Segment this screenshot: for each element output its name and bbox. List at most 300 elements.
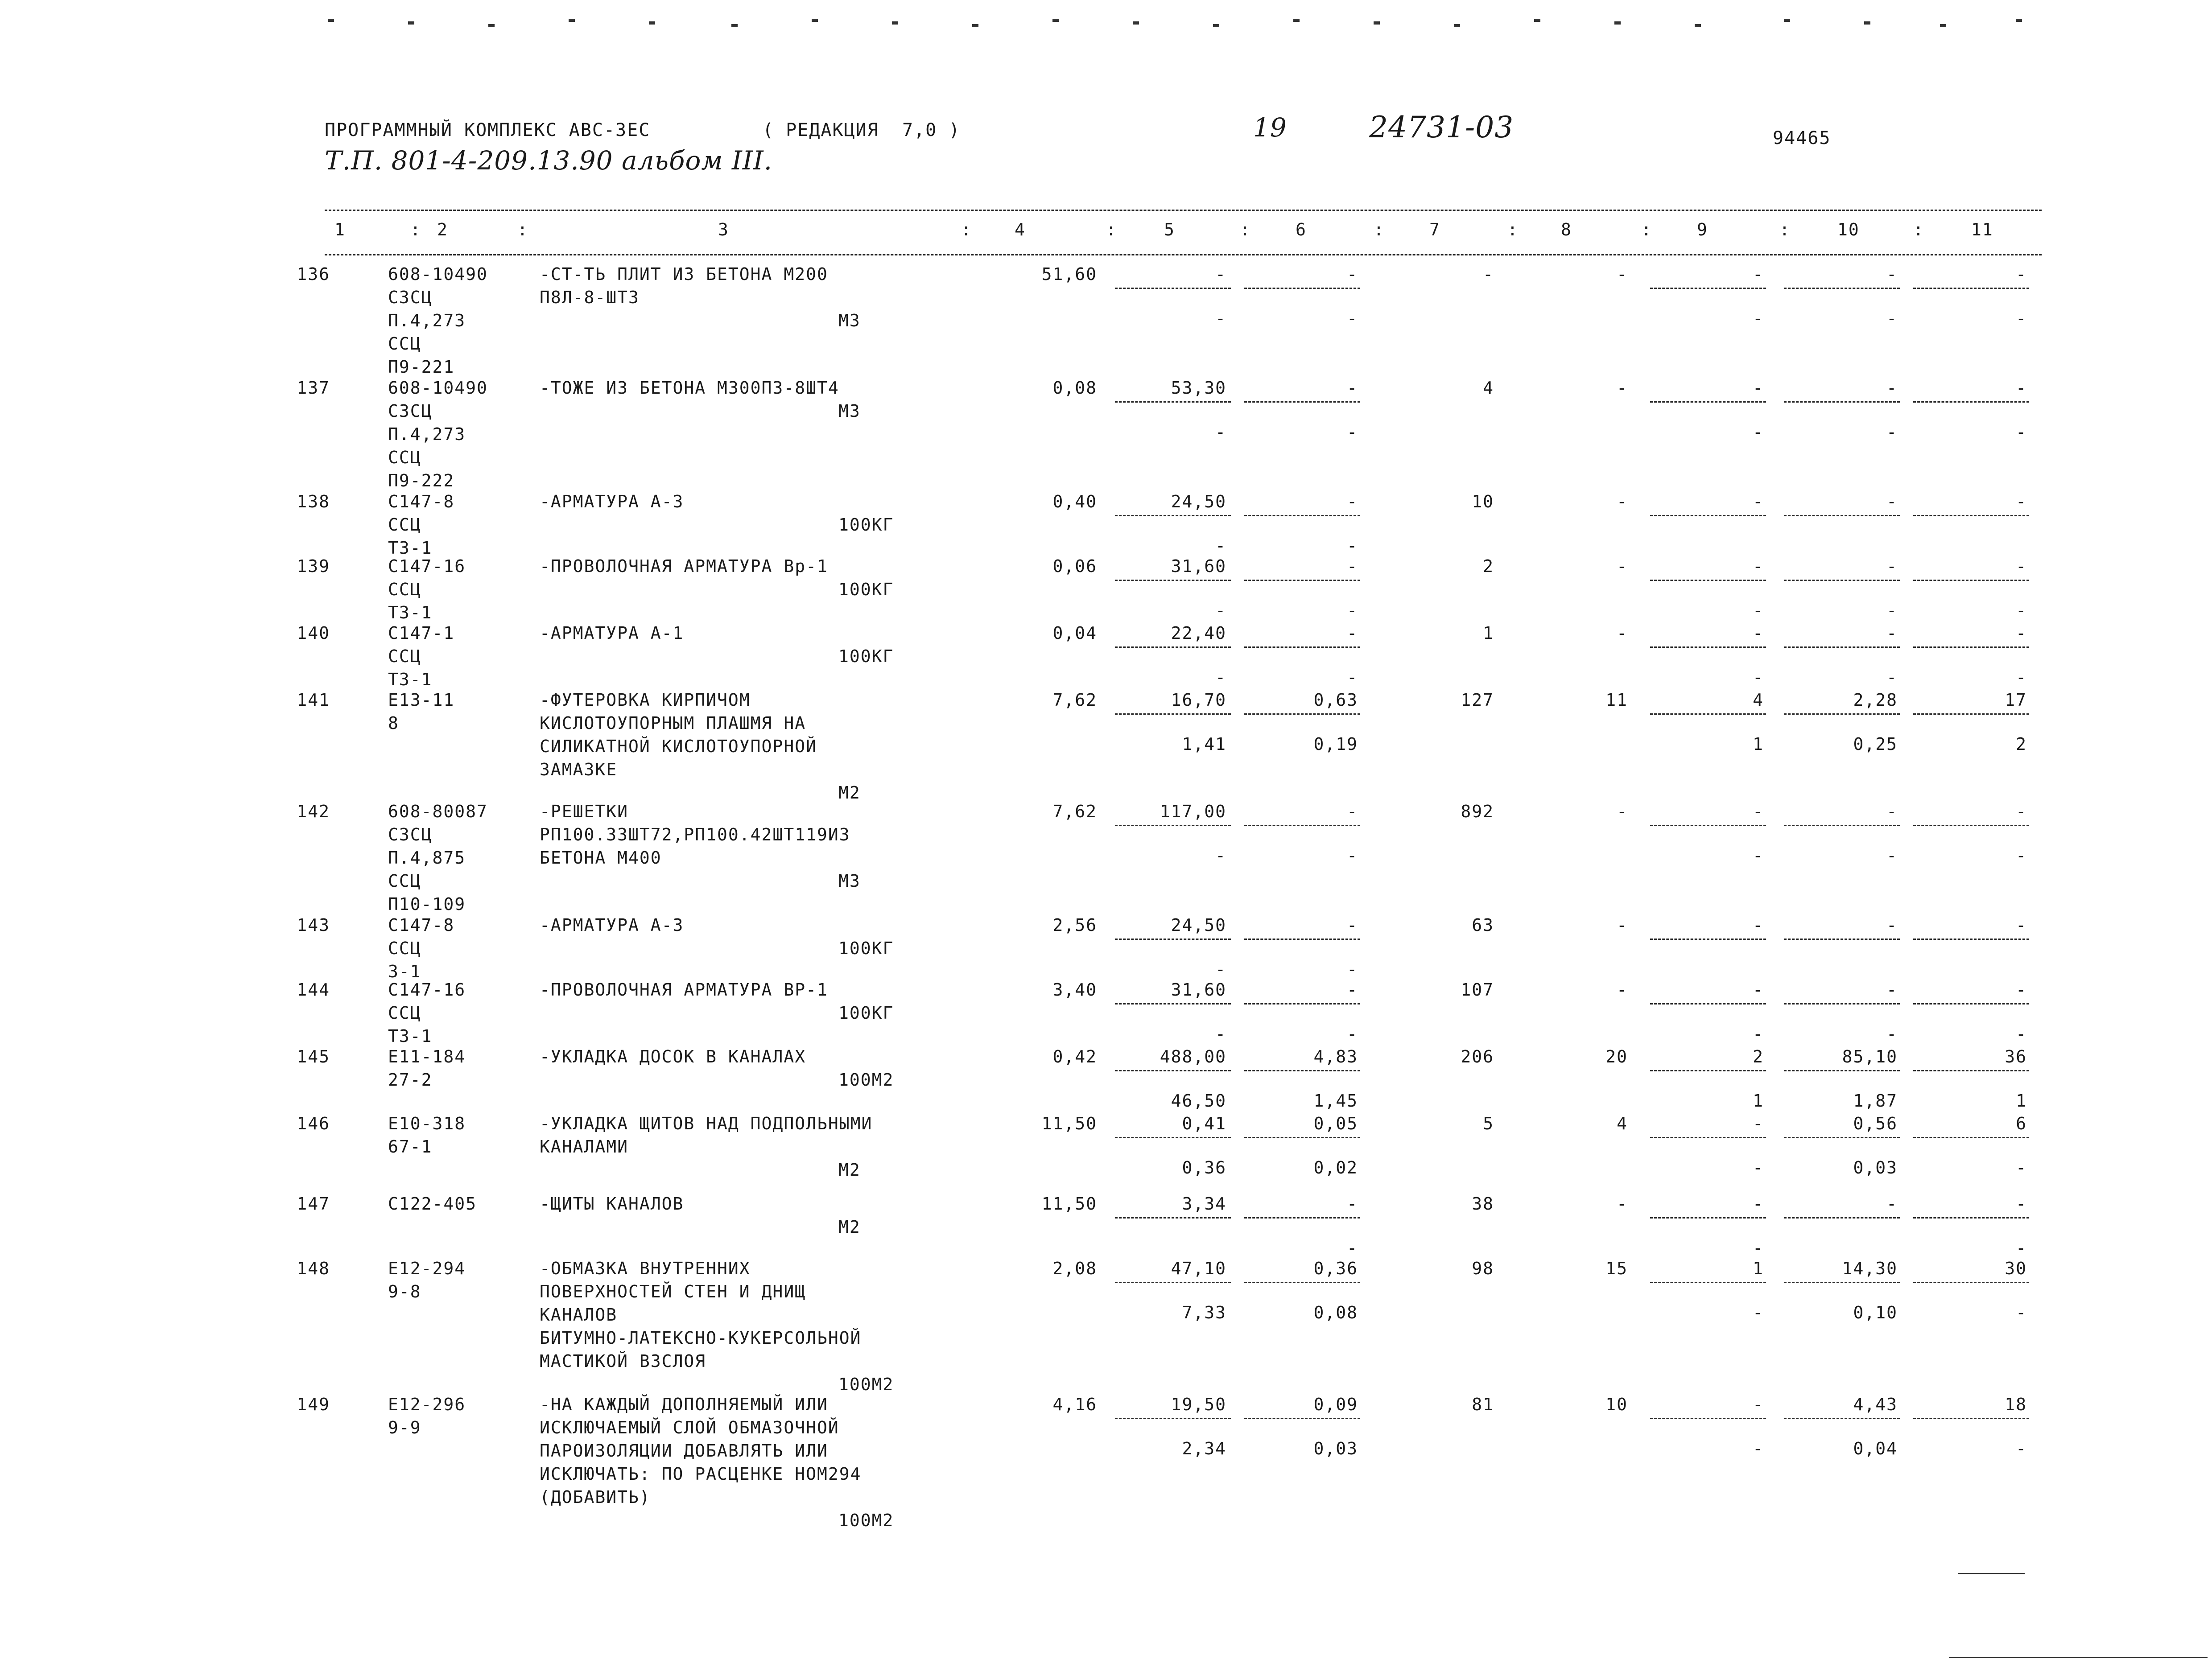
cell-c9: -	[1753, 1114, 1764, 1133]
cell-c8: -	[1617, 264, 1628, 284]
cell-c5-secondary: -	[1215, 959, 1226, 979]
subtotal-rule	[1784, 1217, 1900, 1219]
cell-c7: 2	[1483, 556, 1494, 576]
cell-c10-secondary: 0,25	[1853, 734, 1898, 754]
cell-c6-secondary: 1,45	[1313, 1091, 1358, 1111]
row-number: 141	[297, 690, 330, 710]
cell-c11-secondary: -	[2016, 309, 2027, 328]
cell-c5-secondary: -	[1215, 1024, 1226, 1044]
row-code: С147-1	[388, 623, 455, 643]
subtotal-rule	[1913, 1217, 2029, 1219]
row-unit: 100КГ	[838, 580, 894, 599]
cell-c6: -	[1347, 980, 1358, 1000]
cell-c7: 4	[1483, 378, 1494, 398]
scan-speck	[569, 19, 575, 22]
column-header-10: 10	[1837, 220, 1860, 239]
cell-c10-secondary: -	[1886, 422, 1898, 442]
cell-c6-secondary: -	[1347, 309, 1358, 328]
cell-c6-secondary: -	[1347, 536, 1358, 556]
cell-quantity: 4,16	[1052, 1395, 1097, 1414]
row-code: ССЦ	[388, 871, 421, 891]
row-code: С147-16	[388, 556, 466, 576]
cell-c6: -	[1347, 378, 1358, 398]
subtotal-rule	[1913, 1070, 2029, 1071]
subtotal-rule	[1244, 646, 1360, 648]
cell-c6: 0,09	[1313, 1395, 1358, 1414]
cell-c10-secondary: 0,04	[1853, 1439, 1898, 1458]
subtotal-rule	[1115, 1137, 1231, 1138]
subtotal-rule	[1244, 1418, 1360, 1419]
cell-quantity: 0,40	[1052, 492, 1097, 511]
cell-c9-secondary: -	[1753, 309, 1764, 328]
cell-c5: 488,00	[1160, 1047, 1226, 1066]
scan-speck	[892, 21, 898, 25]
row-code: ССЦ	[388, 580, 421, 599]
cell-c10-secondary: 1,87	[1853, 1091, 1898, 1111]
cell-c9-secondary: -	[1753, 1238, 1764, 1258]
scan-speck	[649, 21, 655, 25]
subtotal-rule	[1784, 939, 1900, 940]
subtotal-rule	[1784, 580, 1900, 581]
page-number: 19	[1253, 112, 1287, 143]
footer-rule	[1958, 1573, 2025, 1574]
cell-c11: -	[2016, 264, 2027, 284]
cell-c10: -	[1886, 802, 1898, 821]
cell-quantity: 3,40	[1052, 980, 1097, 1000]
row-number: 147	[297, 1194, 330, 1214]
cell-c10: -	[1886, 378, 1898, 398]
scan-speck	[1052, 19, 1059, 22]
subtotal-rule	[1115, 1282, 1231, 1283]
row-code: 9-8	[388, 1282, 421, 1301]
cell-c5: 0,41	[1182, 1114, 1226, 1133]
scan-speck	[1784, 19, 1790, 22]
row-code: 8	[388, 713, 399, 733]
row-code: 608-80087	[388, 802, 488, 821]
row-unit: 100КГ	[838, 939, 894, 958]
edition-label: ( РЕДАКЦИЯ 7,0 )	[763, 120, 961, 140]
row-unit: М2	[838, 783, 861, 803]
row-description: -НА КАЖДЫЙ ДОПОЛНЯЕМЫЙ ИЛИ	[540, 1395, 828, 1414]
column-header-9: 9	[1697, 220, 1708, 239]
cell-c11: 6	[2016, 1114, 2027, 1133]
column-header-5: 5	[1164, 220, 1175, 239]
column-header-2: 2	[437, 220, 448, 239]
row-description: (ДОБАВИТЬ)	[540, 1487, 651, 1507]
row-number: 145	[297, 1047, 330, 1066]
cell-c10: -	[1886, 623, 1898, 643]
subtotal-rule	[1115, 288, 1231, 289]
row-code: СЗСЦ	[388, 288, 433, 307]
row-code: П9-222	[388, 471, 455, 490]
row-code: Е12-294	[388, 1259, 466, 1278]
column-separator: :	[1641, 220, 1652, 239]
subtotal-rule	[1913, 1282, 2029, 1283]
subtotal-rule	[1913, 1137, 2029, 1138]
cell-c9: -	[1753, 492, 1764, 511]
cell-quantity: 0,04	[1052, 623, 1097, 643]
cell-c5-secondary: 46,50	[1171, 1091, 1226, 1111]
subtotal-rule	[1244, 825, 1360, 826]
scan-speck	[488, 24, 495, 27]
cell-c10: -	[1886, 556, 1898, 576]
row-description: КАНАЛОВ	[540, 1305, 618, 1325]
row-number: 140	[297, 623, 330, 643]
row-code: Е12-296	[388, 1395, 466, 1414]
scan-speck	[731, 24, 738, 27]
column-separator: :	[1913, 220, 1924, 239]
cell-c9: 4	[1753, 690, 1764, 710]
subtotal-rule	[1244, 401, 1360, 403]
row-code: П.4,273	[388, 424, 466, 444]
cell-c6: -	[1347, 915, 1358, 935]
cell-c5: 19,50	[1171, 1395, 1226, 1414]
cell-c10-secondary: -	[1886, 846, 1898, 865]
cell-c5: 3,34	[1182, 1194, 1226, 1214]
cell-c8: -	[1617, 623, 1628, 643]
cell-c9: -	[1753, 802, 1764, 821]
project-reference: Т.П. 801-4-209.13.90 альбом III.	[325, 145, 773, 176]
cell-quantity: 51,60	[1041, 264, 1097, 284]
column-separator: :	[410, 220, 421, 239]
scan-speck	[1534, 19, 1540, 22]
cell-c5: 117,00	[1160, 802, 1226, 821]
cell-quantity: 2,56	[1052, 915, 1097, 935]
scan-speck	[1454, 24, 1460, 27]
cell-c9-secondary: 1	[1753, 1091, 1764, 1111]
row-description: -АРМАТУРА А-3	[540, 492, 684, 511]
subtotal-rule	[1784, 1418, 1900, 1419]
header-top-rule	[325, 210, 2042, 211]
cell-c10: 14,30	[1842, 1259, 1898, 1278]
subtotal-rule	[1650, 1282, 1766, 1283]
subtotal-rule	[1244, 288, 1360, 289]
cell-c10: 4,43	[1853, 1395, 1898, 1414]
cell-c5: 53,30	[1171, 378, 1226, 398]
row-number: 148	[297, 1259, 330, 1278]
subtotal-rule	[1650, 401, 1766, 403]
subtotal-rule	[1913, 515, 2029, 516]
row-description: -ОБМАЗКА ВНУТРЕННИХ	[540, 1259, 751, 1278]
column-separator: :	[1374, 220, 1385, 239]
cell-c11: -	[2016, 492, 2027, 511]
row-description: ПОВЕРХНОСТЕЙ СТЕН И ДНИЩ	[540, 1282, 806, 1301]
subtotal-rule	[1784, 1003, 1900, 1004]
cell-c9: -	[1753, 623, 1764, 643]
row-unit: 100М2	[838, 1511, 894, 1530]
cell-c9: -	[1753, 556, 1764, 576]
column-header-1: 1	[334, 220, 346, 239]
column-separator: :	[517, 220, 528, 239]
subtotal-rule	[1913, 288, 2029, 289]
cell-c11-secondary: -	[2016, 1238, 2027, 1258]
scan-speck	[1614, 21, 1621, 25]
row-code: П9-221	[388, 357, 455, 377]
cell-c11-secondary: 2	[2016, 734, 2027, 754]
cell-c10: 0,56	[1853, 1114, 1898, 1133]
subtotal-rule	[1244, 939, 1360, 940]
scan-speck	[1213, 24, 1219, 27]
cell-c11: -	[2016, 378, 2027, 398]
cell-c10: 85,10	[1842, 1047, 1898, 1066]
row-number: 143	[297, 915, 330, 935]
cell-c5-secondary: 2,34	[1182, 1439, 1226, 1458]
cell-c11: -	[2016, 623, 2027, 643]
cell-c11-secondary: -	[2016, 601, 2027, 620]
cell-c11: -	[2016, 980, 2027, 1000]
cell-c7: 127	[1461, 690, 1494, 710]
column-header-4: 4	[1015, 220, 1026, 239]
row-code: СЗСЦ	[388, 401, 433, 421]
subtotal-rule	[1913, 646, 2029, 648]
cell-c5-secondary: -	[1215, 536, 1226, 556]
cell-quantity: 11,50	[1041, 1114, 1097, 1133]
subtotal-rule	[1244, 1282, 1360, 1283]
row-description: П8Л-8-ШТ3	[540, 288, 640, 307]
cell-c7: 107	[1461, 980, 1494, 1000]
subtotal-rule	[1115, 515, 1231, 516]
column-separator: :	[1779, 220, 1791, 239]
scan-speck	[1864, 21, 1870, 25]
cell-quantity: 11,50	[1041, 1194, 1097, 1214]
row-code: С122-405	[388, 1194, 477, 1214]
row-description: ЗАМАЗКЕ	[540, 760, 618, 779]
subtotal-rule	[1913, 825, 2029, 826]
cell-c11: -	[2016, 556, 2027, 576]
row-description: РП100.33ШТ72,РП100.42ШТ119ИЗ	[540, 825, 850, 844]
row-description: -ЩИТЫ КАНАЛОВ	[540, 1194, 684, 1214]
cell-c11-secondary: -	[2016, 1158, 2027, 1177]
subtotal-rule	[1244, 713, 1360, 715]
subtotal-rule	[1913, 401, 2029, 403]
cell-quantity: 7,62	[1052, 802, 1097, 821]
cell-quantity: 2,08	[1052, 1259, 1097, 1278]
cell-c8: 10	[1605, 1395, 1628, 1414]
cell-c11: -	[2016, 1194, 2027, 1214]
column-separator: :	[961, 220, 972, 239]
cell-c6: -	[1347, 492, 1358, 511]
subtotal-rule	[1784, 288, 1900, 289]
subtotal-rule	[1650, 1418, 1766, 1419]
subtotal-rule	[1650, 713, 1766, 715]
subtotal-rule	[1650, 825, 1766, 826]
cell-c5: 47,10	[1171, 1259, 1226, 1278]
row-code: 3-1	[388, 962, 421, 981]
cell-c7: 98	[1472, 1259, 1494, 1278]
scan-speck	[812, 19, 818, 22]
cell-c5: 24,50	[1171, 492, 1226, 511]
row-unit: 100КГ	[838, 1003, 894, 1023]
row-unit: 100КГ	[838, 646, 894, 666]
cell-c8: 15	[1605, 1259, 1628, 1278]
subtotal-rule	[1913, 580, 2029, 581]
subtotal-rule	[1913, 939, 2029, 940]
row-code: 27-2	[388, 1070, 433, 1090]
row-code: С147-8	[388, 915, 455, 935]
cell-c7: 81	[1472, 1395, 1494, 1414]
cell-c6-secondary: 0,02	[1313, 1158, 1358, 1177]
row-code: Е13-11	[388, 690, 455, 710]
row-code: ССЦ	[388, 939, 421, 958]
cell-c7: 10	[1472, 492, 1494, 511]
column-header-6: 6	[1296, 220, 1307, 239]
row-description: БЕТОНА М400	[540, 848, 662, 868]
subtotal-rule	[1913, 713, 2029, 715]
scan-speck	[2016, 19, 2022, 22]
cell-c9: -	[1753, 1194, 1764, 1214]
subtotal-rule	[1244, 1137, 1360, 1138]
row-description: -ПРОВОЛОЧНАЯ АРМАТУРА Вр-1	[540, 556, 828, 576]
subtotal-rule	[1913, 1003, 2029, 1004]
cell-c5-secondary: -	[1215, 309, 1226, 328]
cell-c8: -	[1617, 378, 1628, 398]
cell-c9: -	[1753, 980, 1764, 1000]
cell-c6-secondary: -	[1347, 1238, 1358, 1258]
subtotal-rule	[1650, 646, 1766, 648]
subtotal-rule	[1784, 1137, 1900, 1138]
row-description: -РЕШЕТКИ	[540, 802, 629, 821]
row-code: П.4,273	[388, 311, 466, 330]
cell-c9-secondary: -	[1753, 422, 1764, 442]
cell-c11-secondary: -	[2016, 667, 2027, 687]
cell-c6-secondary: -	[1347, 959, 1358, 979]
sheet-number: 94465	[1773, 128, 1831, 148]
cell-c7: 5	[1483, 1114, 1494, 1133]
cell-c10: -	[1886, 264, 1898, 284]
cell-c7: 892	[1461, 802, 1494, 821]
row-number: 139	[297, 556, 330, 576]
cell-c8: -	[1617, 802, 1628, 821]
row-code: 67-1	[388, 1137, 433, 1157]
row-code: С147-8	[388, 492, 455, 511]
scan-speck	[328, 19, 334, 22]
subtotal-rule	[1784, 1070, 1900, 1071]
cell-c6: -	[1347, 556, 1358, 576]
column-separator: :	[1106, 220, 1117, 239]
column-header-11: 11	[1971, 220, 1993, 239]
row-code: ССЦ	[388, 1003, 421, 1023]
row-code: ССЦ	[388, 334, 421, 354]
cell-c5: 24,50	[1171, 915, 1226, 935]
row-number: 137	[297, 378, 330, 398]
row-number: 142	[297, 802, 330, 821]
document-code: 24731-03	[1369, 110, 1514, 144]
cell-c6: 4,83	[1313, 1047, 1358, 1066]
subtotal-rule	[1115, 1070, 1231, 1071]
row-code: Т3-1	[388, 538, 433, 558]
cell-c11: 30	[2005, 1259, 2027, 1278]
scan-speck	[408, 21, 414, 25]
cell-c6: -	[1347, 264, 1358, 284]
row-description: -ПРОВОЛОЧНАЯ АРМАТУРА ВР-1	[540, 980, 828, 1000]
subtotal-rule	[1650, 515, 1766, 516]
scan-speck	[1695, 24, 1701, 27]
subtotal-rule	[1244, 1217, 1360, 1219]
row-unit: 100М2	[838, 1070, 894, 1090]
cell-c9-secondary: -	[1753, 1158, 1764, 1177]
subtotal-rule	[1115, 1217, 1231, 1219]
program-title: ПРОГРАММНЫЙ КОМПЛЕКС АВС-3ЕС	[325, 120, 651, 140]
cell-c6-secondary: -	[1347, 1024, 1358, 1044]
cell-c9-secondary: -	[1753, 1303, 1764, 1322]
cell-c6-secondary: 0,19	[1313, 734, 1358, 754]
cell-c6-secondary: -	[1347, 422, 1358, 442]
cell-c8: -	[1617, 556, 1628, 576]
row-unit: 100КГ	[838, 515, 894, 535]
cell-c9-secondary: -	[1753, 846, 1764, 865]
subtotal-rule	[1115, 401, 1231, 403]
cell-c7: 1	[1483, 623, 1494, 643]
row-description: КАНАЛАМИ	[540, 1137, 629, 1157]
cell-quantity: 0,42	[1052, 1047, 1097, 1066]
cell-c10-secondary: -	[1886, 309, 1898, 328]
row-code: 608-10490	[388, 378, 488, 398]
subtotal-rule	[1115, 1418, 1231, 1419]
row-code: 9-9	[388, 1418, 421, 1437]
cell-c5: -	[1215, 264, 1226, 284]
cell-c5: 31,60	[1171, 980, 1226, 1000]
cell-c6-secondary: 0,08	[1313, 1303, 1358, 1322]
subtotal-rule	[1784, 401, 1900, 403]
cell-c9: -	[1753, 264, 1764, 284]
row-unit: М3	[838, 311, 861, 330]
subtotal-rule	[1650, 288, 1766, 289]
cell-c11: 18	[2005, 1395, 2027, 1414]
row-description: -УКЛАДКА ДОСОК В КАНАЛАХ	[540, 1047, 806, 1066]
column-separator: :	[1507, 220, 1519, 239]
cell-c11: 36	[2005, 1047, 2027, 1066]
row-number: 144	[297, 980, 330, 1000]
cell-c9-secondary: -	[1753, 601, 1764, 620]
row-unit: 100М2	[838, 1375, 894, 1394]
subtotal-rule	[1650, 580, 1766, 581]
subtotal-rule	[1115, 580, 1231, 581]
cell-c5-secondary: 1,41	[1182, 734, 1226, 754]
cell-c6: -	[1347, 802, 1358, 821]
cell-c10: -	[1886, 915, 1898, 935]
subtotal-rule	[1650, 1137, 1766, 1138]
row-unit: М3	[838, 871, 861, 891]
cell-c11: 17	[2005, 690, 2027, 710]
cell-c5: 31,60	[1171, 556, 1226, 576]
cell-c5-secondary: 7,33	[1182, 1303, 1226, 1322]
cell-c8: 20	[1605, 1047, 1628, 1066]
cell-c9: 2	[1753, 1047, 1764, 1066]
row-description: ИСКЛЮЧАЕМЫЙ СЛОЙ ОБМАЗОЧНОЙ	[540, 1418, 839, 1437]
cell-c9: 1	[1753, 1259, 1764, 1278]
cell-c6: 0,05	[1313, 1114, 1358, 1133]
subtotal-rule	[1913, 1418, 2029, 1419]
cell-c5-secondary: -	[1215, 667, 1226, 687]
subtotal-rule	[1115, 825, 1231, 826]
cell-c5: 16,70	[1171, 690, 1226, 710]
subtotal-rule	[1244, 580, 1360, 581]
cell-quantity: 0,08	[1052, 378, 1097, 398]
subtotal-rule	[1650, 1217, 1766, 1219]
column-separator: :	[1240, 220, 1251, 239]
cell-c8: -	[1617, 980, 1628, 1000]
cell-c11-secondary: -	[2016, 1303, 2027, 1322]
row-description: БИТУМНО-ЛАТЕКСНО-КУКЕРСОЛЬНОЙ	[540, 1328, 862, 1348]
cell-c8: -	[1617, 1194, 1628, 1214]
row-number: 146	[297, 1114, 330, 1133]
subtotal-rule	[1115, 939, 1231, 940]
subtotal-rule	[1115, 646, 1231, 648]
footer-rule-2	[1949, 1657, 2208, 1658]
cell-c7: 38	[1472, 1194, 1494, 1214]
cell-c7: -	[1483, 264, 1494, 284]
row-description: -ФУТЕРОВКА КИРПИЧОМ	[540, 690, 751, 710]
